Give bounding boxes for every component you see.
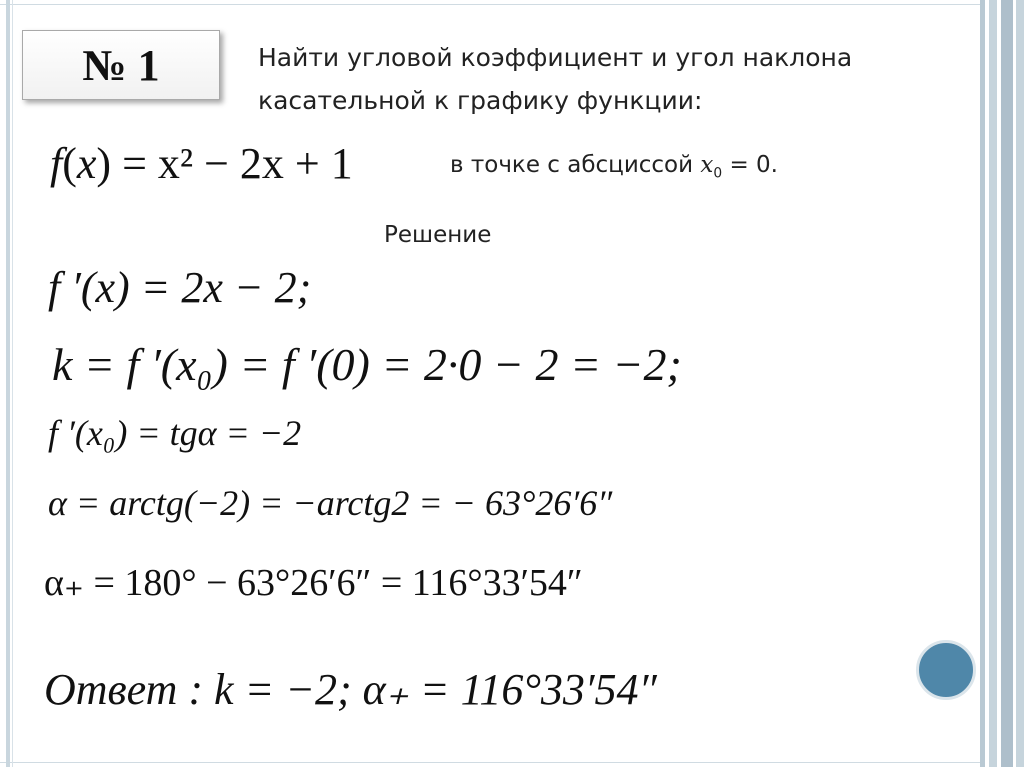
frame-left-line bbox=[12, 0, 13, 767]
step-derivative: f ′(x) = 2x − 2; bbox=[48, 263, 312, 312]
frame-top-line bbox=[0, 4, 984, 5]
task-text-line-2: касательной к графику функции: bbox=[258, 86, 703, 115]
step-slope: k = f ′(x₀) = f ′(0) = 2·0 − 2 = −2; bbox=[52, 339, 682, 390]
function-formula: f(x) = x² − 2x + 1 bbox=[50, 139, 353, 188]
function-rhs: = x² − 2x + 1 bbox=[122, 139, 353, 188]
step-angle-plus: α₊ = 180° − 63°26′6″ = 116°33′54″ bbox=[44, 562, 583, 604]
point-sub: 0 bbox=[713, 165, 723, 182]
task-number-box bbox=[22, 30, 220, 100]
frame-left-bar bbox=[6, 0, 10, 767]
point-text-prefix: в точке с абсциссой bbox=[450, 152, 701, 178]
task-number: № 1 bbox=[82, 40, 160, 90]
step-angle: α = arctg(−2) = −arctg2 = − 63°26′6″ bbox=[48, 483, 613, 523]
task-text-line-1: Найти угловой коэффициент и угол наклона bbox=[258, 43, 853, 72]
point-text-suffix: = 0. bbox=[722, 152, 778, 178]
function-x: x bbox=[76, 139, 97, 188]
task-text bbox=[258, 36, 978, 122]
decorative-circle bbox=[916, 640, 976, 700]
point-var: x bbox=[700, 152, 714, 178]
answer: Ответ : k = −2; α₊ = 116°33′54″ bbox=[44, 665, 657, 714]
point-condition bbox=[450, 152, 778, 182]
step-tangent: f ′(x₀) = tgα = −2 bbox=[48, 413, 302, 453]
frame-right-decoration bbox=[980, 0, 1024, 767]
function-f: f bbox=[50, 139, 63, 188]
frame-bottom-line bbox=[0, 762, 984, 763]
solution-label: Решение bbox=[384, 222, 492, 248]
